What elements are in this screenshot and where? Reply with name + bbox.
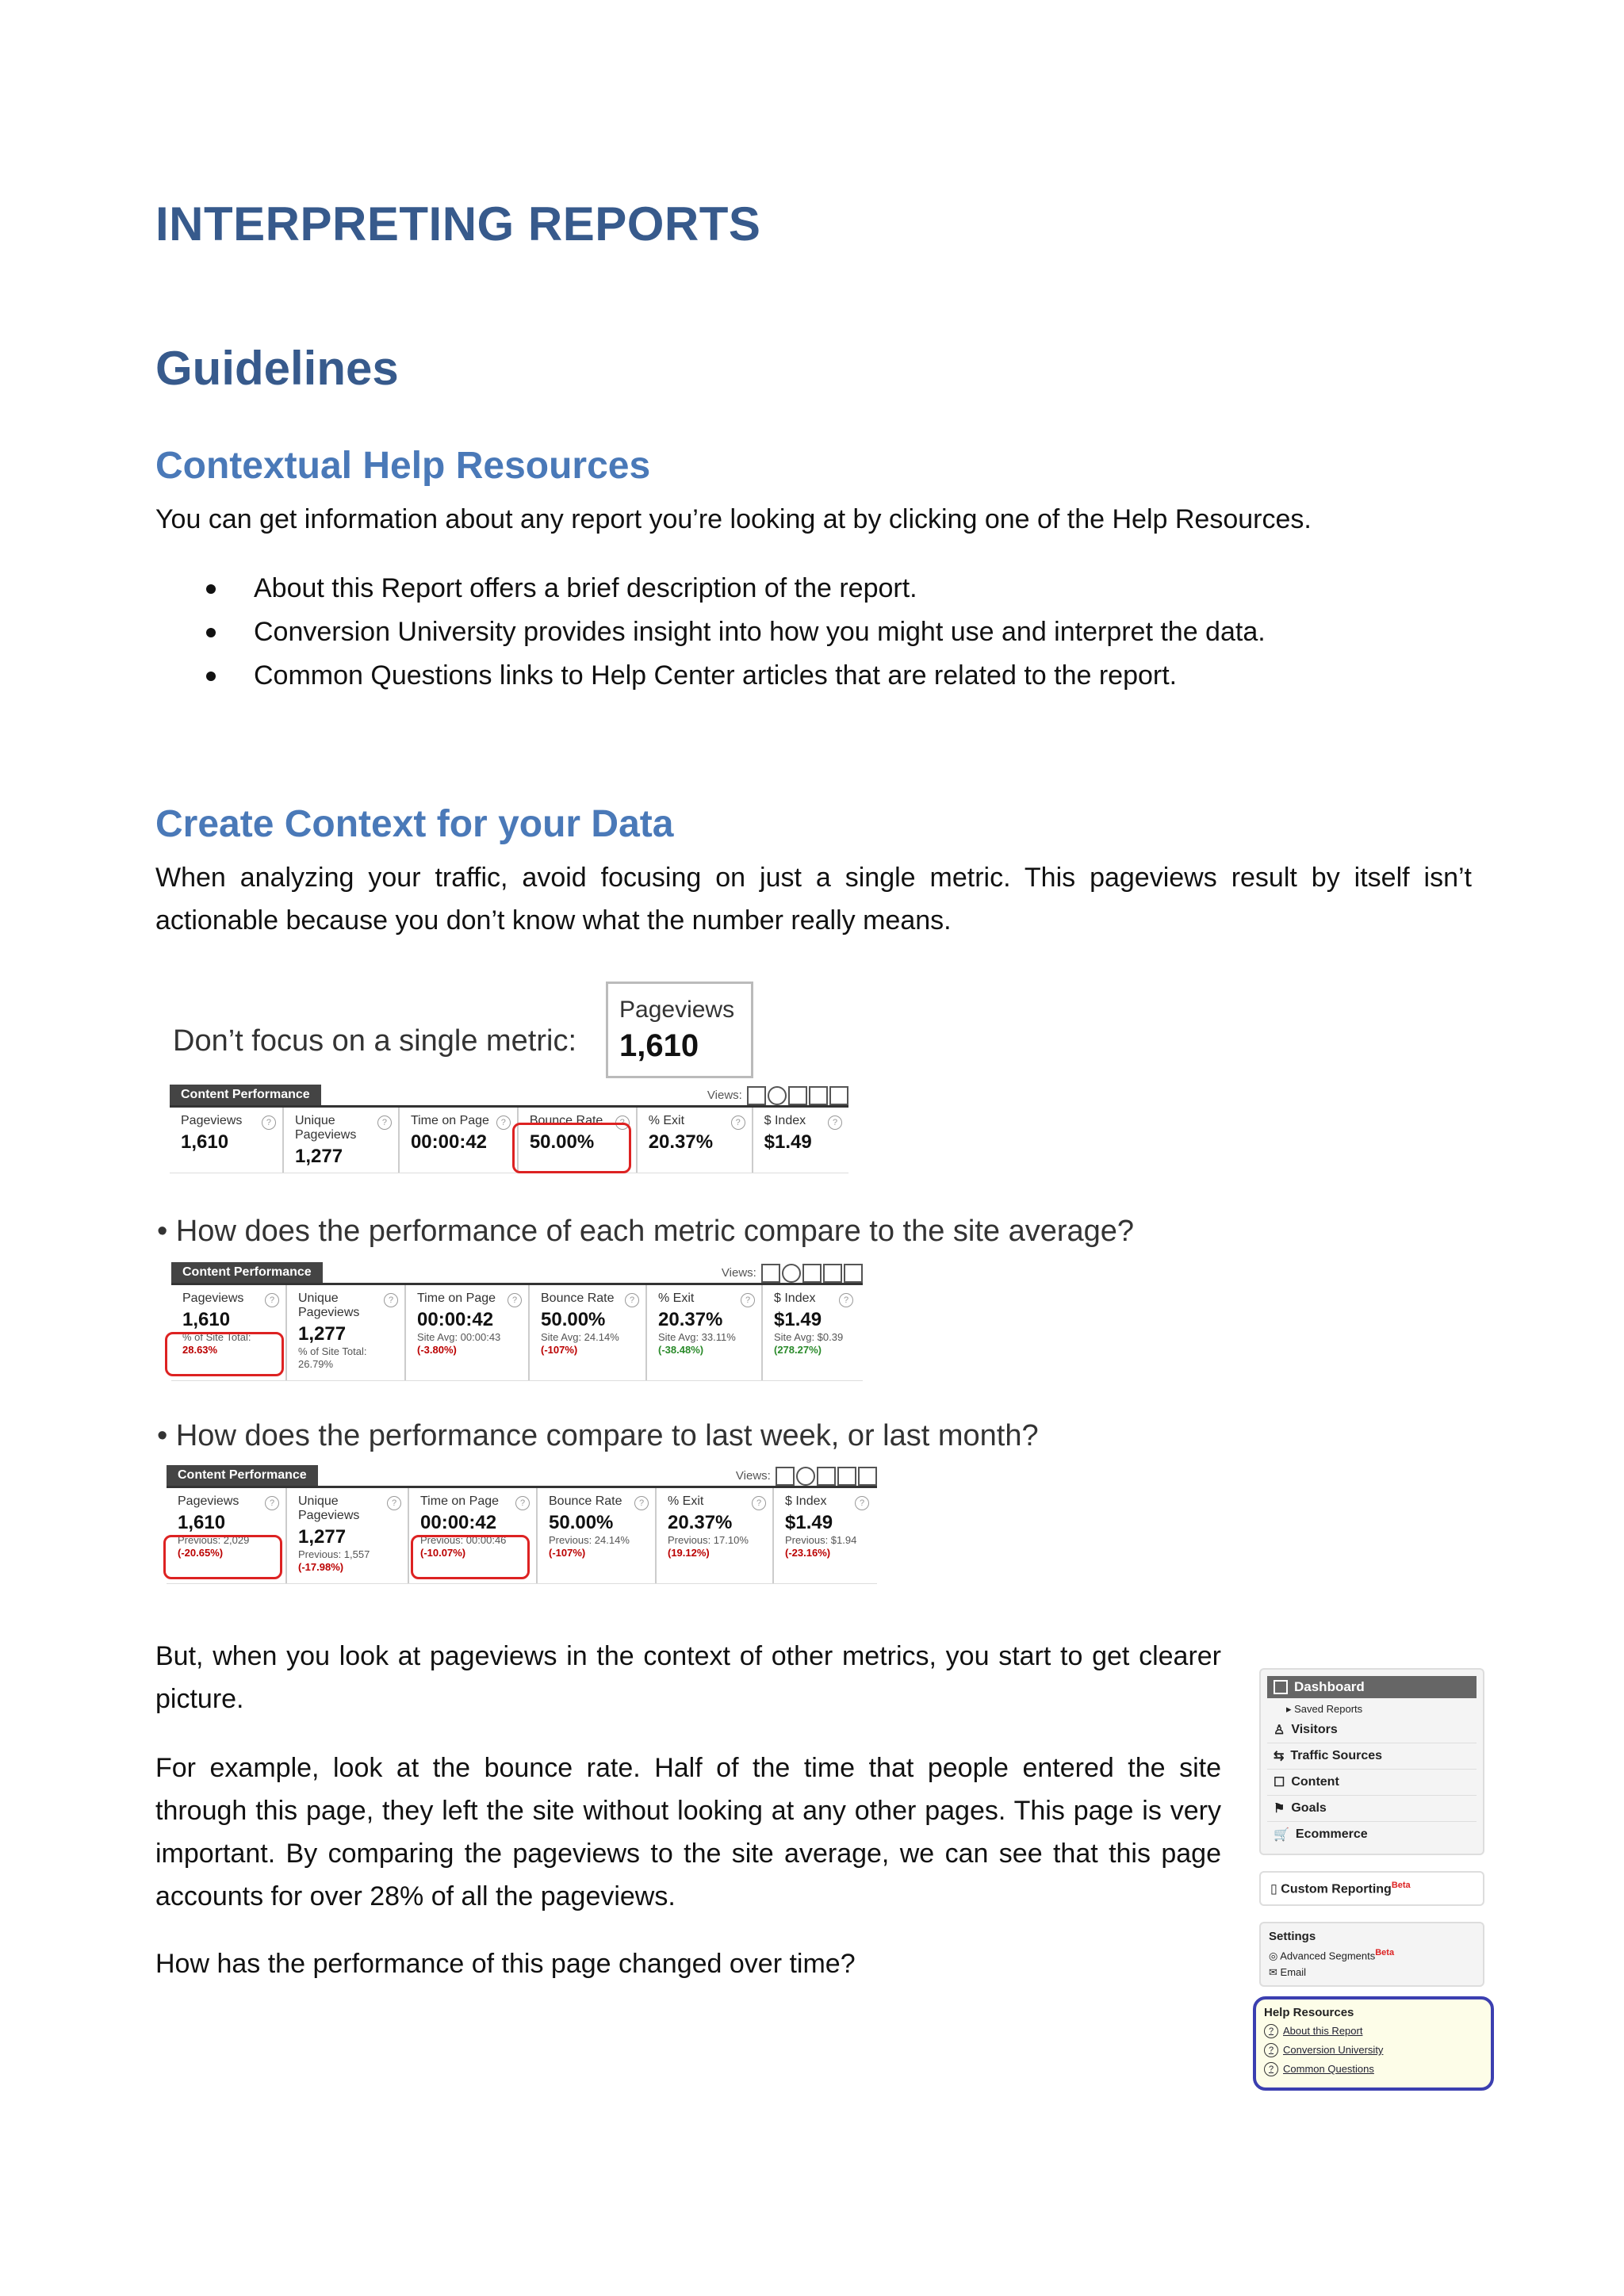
page-title: INTERPRETING REPORTS: [155, 197, 761, 251]
trend-view-icon[interactable]: [844, 1264, 863, 1283]
help-icon[interactable]: ?: [731, 1115, 745, 1130]
segments-icon: ◎: [1269, 1950, 1278, 1962]
highlight-previous-pageviews: [163, 1535, 282, 1579]
content-performance-panel-2: [171, 1262, 863, 1381]
help-icon[interactable]: ?: [828, 1115, 842, 1130]
subheading-help: Contextual Help Resources: [155, 445, 651, 487]
help-icon[interactable]: ?: [634, 1496, 649, 1510]
compare-view-icon[interactable]: [809, 1086, 828, 1105]
help-icon[interactable]: ?: [615, 1115, 630, 1130]
pie-view-icon[interactable]: [782, 1264, 801, 1283]
list-item: Conversion University provides insight into how you might use and interpret the data.: [198, 610, 1266, 654]
nav-traffic-sources[interactable]: ⇆ Traffic Sources: [1267, 1743, 1477, 1770]
metric-pageviews: Pageviews 1,610 Previous: 2,029 (-20.65%) ?: [167, 1488, 287, 1583]
pie-view-icon[interactable]: [768, 1086, 787, 1105]
trend-view-icon[interactable]: [858, 1467, 877, 1486]
help-icon[interactable]: ?: [508, 1293, 522, 1307]
compare-view-icon[interactable]: [837, 1467, 856, 1486]
page-icon: ☐: [1274, 1776, 1285, 1789]
nav-email[interactable]: ✉ Email: [1269, 1965, 1307, 1978]
panel-tab[interactable]: Content Performance: [170, 1085, 321, 1105]
nav-custom-reporting[interactable]: ▯ Custom Reporting$^{Beta}$: [1259, 1871, 1484, 1906]
help-icon[interactable]: ?: [265, 1496, 279, 1510]
help-icon[interactable]: ?: [839, 1293, 853, 1307]
flag-icon: ⚑: [1274, 1802, 1285, 1816]
help-resources-panel: [1253, 1996, 1494, 2091]
paragraph-example: For example, look at the bounce rate. Half of the time that people entered the site through this page, they left the site without looking at any other pages. This page is very important. By comparing the pageviews to the site average, we can see that this page accounts for over 28% of all the pageviews.: [155, 1753, 1221, 1911]
views-toggle[interactable]: Views:: [707, 1086, 848, 1105]
nav-content[interactable]: ☐ Content: [1267, 1770, 1477, 1796]
highlight-bounce-rate: [512, 1123, 631, 1173]
metric-time-on-page: Time on Page 00:00:42 Site Avg: 00:00:43 (-3.80%) ?: [406, 1285, 530, 1380]
help-resources-heading: Help Resources: [1264, 2005, 1354, 2019]
help-icon[interactable]: ?: [377, 1115, 392, 1130]
bullet-icon: [206, 584, 216, 594]
bar-view-icon[interactable]: [817, 1467, 836, 1486]
subheading-context: Create Context for your Data: [155, 803, 674, 845]
metric-pageviews: Pageviews 1,610 ?: [170, 1108, 284, 1173]
report-icon: ▯: [1270, 1882, 1277, 1896]
help-common-questions-link[interactable]: ? Common Questions: [1264, 2062, 1483, 2076]
pageviews-box: [606, 982, 753, 1078]
focus-label: Don’t focus on a single metric:: [173, 1024, 577, 1058]
help-icon[interactable]: ?: [262, 1115, 276, 1130]
help-icon[interactable]: ?: [741, 1293, 755, 1307]
metric-exit: % Exit 20.37% Site Avg: 33.11% (-38.48%) ?: [647, 1285, 763, 1380]
help-icon[interactable]: ?: [625, 1293, 639, 1307]
person-icon: ♙: [1274, 1724, 1285, 1737]
settings-heading: Settings: [1269, 1930, 1316, 1944]
metric-time-on-page: Time on Page 00:00:42 Previous: 00:00:46 (-10.07%) ?: [409, 1488, 538, 1583]
paragraph-but: But, when you look at pageviews in the context of other metrics, you start to get clearer picture.: [155, 1641, 1221, 1714]
nav-panel: [1259, 1668, 1484, 1855]
bullet-icon: [206, 672, 216, 681]
metric-unique-pageviews: Unique Pageviews 1,277 % of Site Total: 26.79% ?: [287, 1285, 406, 1380]
list-item: About this Report offers a brief description of the report.: [198, 567, 1266, 610]
highlight-previous-time: [411, 1535, 530, 1579]
intro-paragraph: You can get information about any report you’re looking at by clicking one of the Help Resources.: [155, 504, 1312, 534]
panel-tab[interactable]: Content Performance: [171, 1262, 323, 1283]
help-icon[interactable]: ?: [515, 1496, 530, 1510]
views-toggle[interactable]: Views:: [736, 1467, 877, 1486]
table-view-icon[interactable]: [747, 1086, 766, 1105]
nav-dashboard[interactable]: Dashboard: [1267, 1676, 1477, 1698]
metric-pageviews: Pageviews 1,610 % of Site Total: 28.63% ?: [171, 1285, 287, 1380]
email-icon: ✉: [1269, 1965, 1277, 1978]
metric-unique-pageviews: Unique Pageviews 1,277 Previous: 1,557 (-17.98%) ?: [287, 1488, 409, 1583]
ga-sidebar: [1259, 1668, 1484, 2091]
content-performance-panel-3: [167, 1465, 877, 1584]
nav-visitors[interactable]: ♙ Visitors: [1267, 1717, 1477, 1743]
help-icon[interactable]: ?: [265, 1293, 279, 1307]
help-icon[interactable]: ?: [384, 1293, 398, 1307]
bar-view-icon[interactable]: [788, 1086, 807, 1105]
table-view-icon[interactable]: [761, 1264, 780, 1283]
help-conversion-university-link[interactable]: ? Conversion University: [1264, 2043, 1483, 2057]
section-heading: Guidelines: [155, 342, 399, 395]
metric-unique-pageviews: Unique Pageviews 1,277 ?: [284, 1108, 400, 1173]
traffic-icon: ⇆: [1274, 1750, 1285, 1763]
table-view-icon[interactable]: [776, 1467, 795, 1486]
pageviews-box-value: 1,610: [619, 1028, 699, 1063]
nav-saved-reports[interactable]: ▸ Saved Reports: [1286, 1703, 1363, 1715]
metric-exit: % Exit 20.37% ?: [638, 1108, 753, 1173]
question-over-time: • How does the performance compare to last week, or last month?: [157, 1419, 1039, 1452]
highlight-site-total: [165, 1332, 284, 1376]
metric-bounce-rate: Bounce Rate 50.00% ?: [519, 1108, 638, 1173]
context-paragraph: When analyzing your traffic, avoid focusing on just a single metric. This pageviews result by itself isn’t actionable because you don’t know what the number really means.: [155, 863, 1472, 936]
help-icon: ?: [1264, 2062, 1278, 2076]
panel-tab[interactable]: Content Performance: [167, 1465, 318, 1486]
compare-view-icon[interactable]: [823, 1264, 842, 1283]
pageviews-box-label: Pageviews: [619, 997, 735, 1023]
views-toggle[interactable]: Views:: [722, 1264, 863, 1283]
nav-ecommerce[interactable]: 🛒 Ecommerce: [1274, 1827, 1368, 1842]
metric-bounce-rate: Bounce Rate 50.00% Previous: 24.14% (-107%) ?: [538, 1488, 657, 1583]
help-icon[interactable]: ?: [855, 1496, 869, 1510]
nav-advanced-segments[interactable]: ◎ Advanced Segments$^{Beta}$: [1269, 1948, 1395, 1962]
nav-goals[interactable]: ⚑ Goals: [1267, 1796, 1477, 1822]
metric-index: $ Index $1.49 Previous: $1.94 (-23.16%) ?: [774, 1488, 875, 1583]
bar-view-icon[interactable]: [802, 1264, 822, 1283]
bullet-icon: [206, 628, 216, 637]
pie-view-icon[interactable]: [796, 1467, 815, 1486]
help-resource-list: [198, 567, 1266, 698]
metric-bounce-rate: Bounce Rate 50.00% Site Avg: 24.14% (-107%) ?: [530, 1285, 647, 1380]
list-item: Common Questions links to Help Center articles that are related to the report.: [198, 654, 1266, 698]
help-icon: ?: [1264, 2043, 1278, 2057]
help-icon[interactable]: ?: [387, 1496, 401, 1510]
metric-index: $ Index $1.49 ?: [753, 1108, 848, 1173]
help-icon[interactable]: ?: [752, 1496, 766, 1510]
metric-time-on-page: Time on Page 00:00:42 ?: [400, 1108, 519, 1173]
settings-panel: [1259, 1922, 1484, 1986]
question-site-average: • How does the performance of each metric compare to the site average?: [157, 1215, 1135, 1248]
trend-view-icon[interactable]: [829, 1086, 848, 1105]
content-performance-panel-1: [170, 1085, 848, 1173]
metric-index: $ Index $1.49 Site Avg: $0.39 (278.27%) ?: [763, 1285, 860, 1380]
dashboard-icon: [1274, 1680, 1288, 1694]
metric-exit: % Exit 20.37% Previous: 17.10% (19.12%) ?: [657, 1488, 774, 1583]
paragraph-how: How has the performance of this page changed over time?: [155, 1949, 856, 1979]
help-icon: ?: [1264, 2024, 1278, 2038]
help-about-report-link[interactable]: ? About this Report: [1264, 2024, 1483, 2038]
help-icon[interactable]: ?: [496, 1115, 511, 1130]
cart-icon: 🛒: [1274, 1828, 1289, 1842]
